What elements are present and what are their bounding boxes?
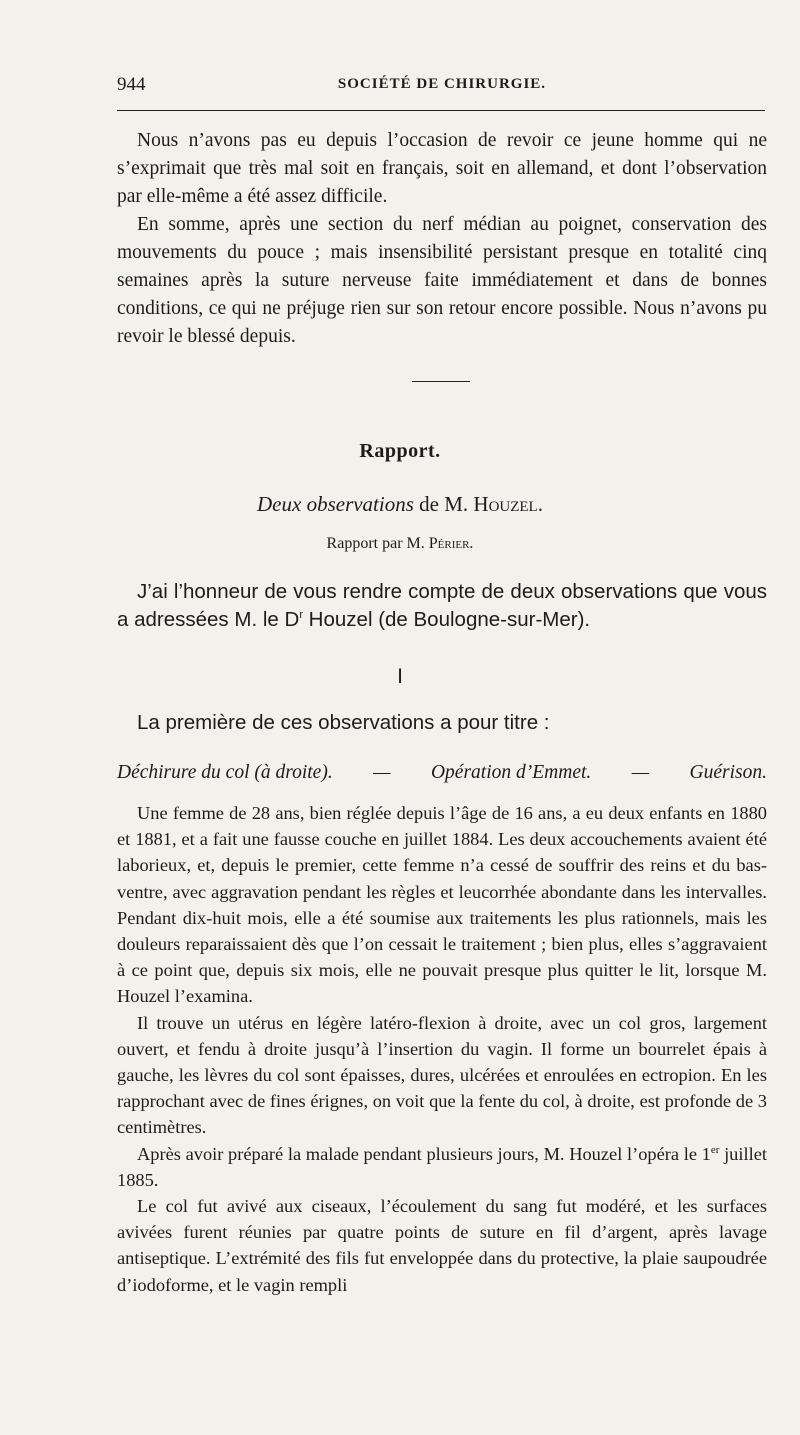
section-number: I (397, 665, 403, 688)
observation-title-dash: — (631, 762, 650, 783)
observation-paragraph: Il trouve un utérus en légère latéro-flexion à droite, avec un col gros, largement ouvert, et fendu à droite jusqu’à l’insertion du vagin. Il forme un bourrelet épais à gauche, les lèvres du col sont épaisses, dures, ulcérées et enroulées en ectropion. En les rapprochant avec de fines érignes, on voit que la fente du col, à droite, est profonde de 3 centimètres. (117, 1012, 767, 1138)
observation-text: Après avoir préparé la malade pendant plusieurs jours, M. Houzel l’opéra le 1 (137, 1143, 711, 1164)
intro-text-end: Houzel (de Boulogne-sur-Mer). (302, 608, 591, 631)
observation-body (117, 800, 767, 1298)
observation-title-part: Opération d’Emmet. (430, 762, 592, 783)
report-byline (0, 535, 800, 553)
observation-title-part: Déchirure du col (à droite). (117, 762, 333, 783)
page-number: 944 (117, 74, 146, 95)
section-divider (412, 381, 470, 382)
observation-paragraph: Une femme de 28 ans, bien réglée depuis l’âge de 16 ans, a eu deux enfants en 1880 et 1881, et a fait une fausse couche en juillet 1884. Les deux accouchements avaient été laborieux, et, depuis le premier, cette femme n’a cessé de souffrir des reins et du bas-ventre, avec aggravation pendant les règles et leucorrhée abondante dans les intervalles. Pendant dix-huit mois, elle a été soumise aux traitements les plus rationnels, mais les douleurs reparaissaient dès que l’on cessait le traitement ; bien plus, elles s’aggravaient à ce point que, depuis six mois, elle ne pouvait presque plus quitter le lit, lorsque M. Houzel l’examina. (117, 803, 767, 1007)
observation-title-part: Guérison. (689, 762, 767, 783)
header-rule (117, 110, 765, 111)
report-title-author: Houzel. (473, 492, 543, 516)
report-intro (117, 578, 767, 634)
byline-name: Périer. (428, 535, 474, 552)
rapport-heading: Rapport. (359, 440, 441, 462)
observation-title (117, 762, 767, 784)
observation-title-dash: — (373, 762, 391, 783)
observation-text-end: juillet 1885. (117, 1143, 767, 1190)
report-title-middle: de M. (413, 492, 474, 516)
intro-text: J’ai l’honneur de vous rendre compte de deux observations que vous a adressées M. le D (117, 580, 767, 631)
observation-sup: er (710, 1143, 720, 1156)
observation-paragraph (117, 1141, 767, 1193)
running-title: SOCIÉTÉ DE CHIRURGIE. (337, 76, 547, 92)
paragraph: En somme, après une section du nerf médian au poignet, conservation des mouvements du pouce ; mais insensibilité persistant presque en totalité cinq semaines après la suture nerveuse faite immédiatement et dans de bonnes conditions, ce qui ne préjuge rien sur son retour encore possible. Nous n’avons pu revoir le blessé depuis. (117, 214, 767, 347)
previous-report-conclusion (117, 127, 767, 351)
report-title (0, 492, 800, 517)
observation-intro-line: La première de ces observations a pour titre : (137, 711, 550, 734)
observation-paragraph: Le col fut avivé aux ciseaux, l’écoulement du sang fut modéré, et les surfaces avivées furent réunies par quatre points de suture en fil d’argent, après lavage antiseptique. L’extrémité des fils fut enveloppée dans du protective, la plaie saupoudrée d’iodoforme, et le vagin rempli (117, 1196, 767, 1295)
report-title-italic: Deux observations (257, 492, 414, 516)
byline-prefix: Rapport par M. (326, 535, 429, 552)
page-header (117, 74, 767, 98)
intro-paragraph (117, 578, 767, 634)
paragraph: Nous n’avons pas eu depuis l’occasion de revoir ce jeune homme qui ne s’exprimait que très mal soit en français, soit en allemand, et dont l’observation par elle-même a été assez difficile. (117, 130, 767, 207)
intro-sup: r (299, 609, 303, 622)
